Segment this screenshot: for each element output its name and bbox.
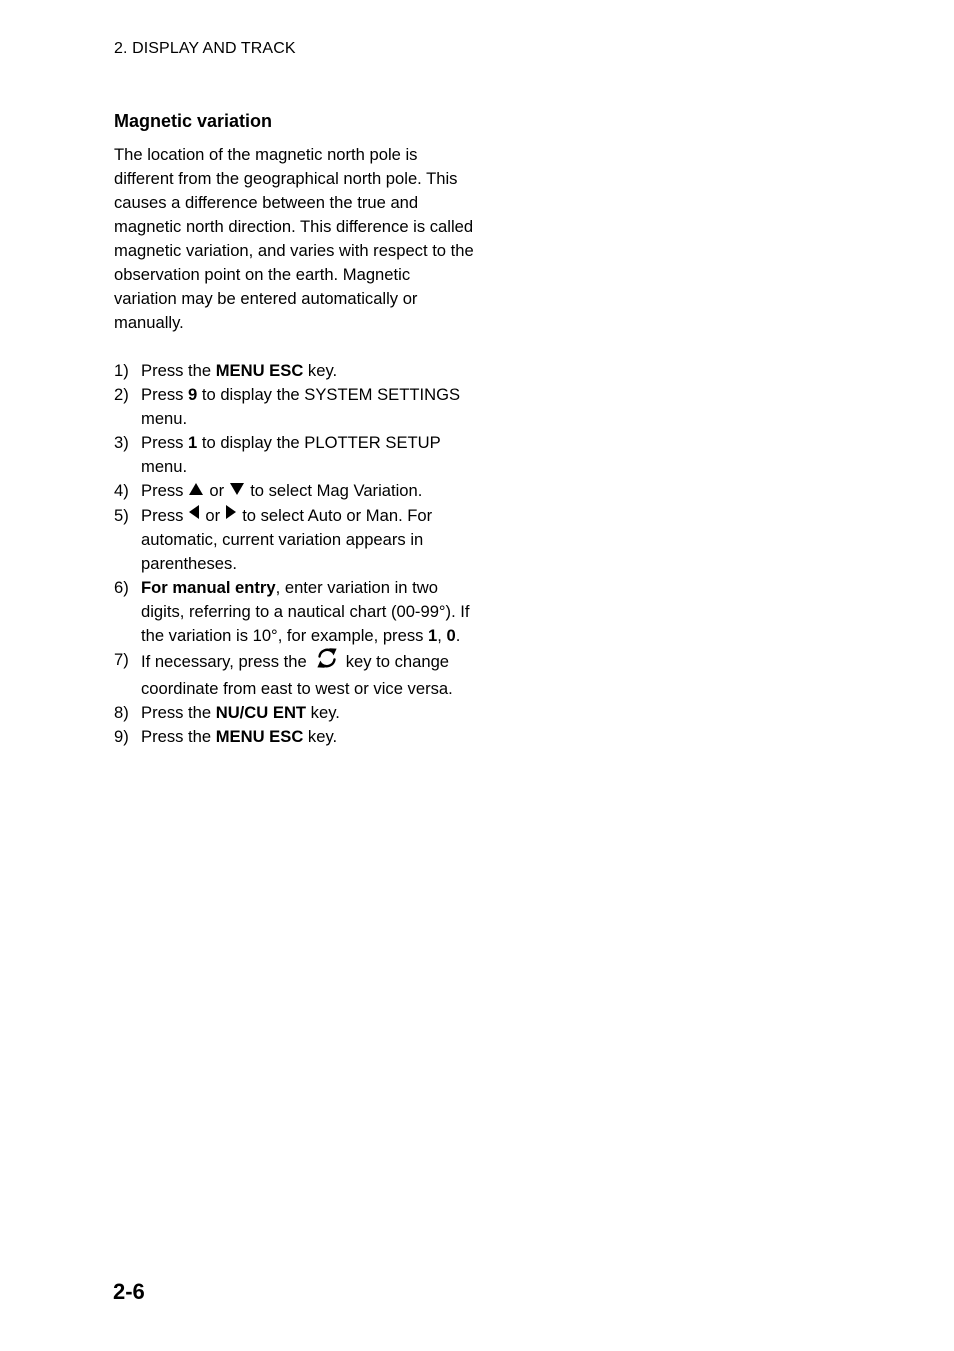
key-name-menu-esc: MENU ESC	[215, 727, 304, 747]
arrow-up-key-icon	[189, 478, 203, 502]
arrow-right-key-icon	[226, 502, 236, 526]
arrow-left-key-icon	[189, 502, 199, 526]
step-text: Press or to select Mag Variation.	[141, 479, 476, 504]
step-1	[114, 359, 476, 383]
step-6	[114, 576, 476, 648]
step-3	[114, 431, 476, 479]
step-8	[114, 701, 476, 725]
step-4	[114, 479, 476, 504]
step-number: 7)	[114, 650, 129, 670]
step-9	[114, 725, 476, 749]
running-header: 2. DISPLAY AND TRACK	[114, 40, 296, 57]
key-name-1: 1	[188, 433, 198, 452]
step-number: 9)	[114, 727, 129, 747]
page-number: 2-6	[113, 1279, 145, 1304]
section-title: Magnetic variation	[114, 111, 273, 131]
step-number: 5)	[114, 505, 129, 525]
key-name-0: 0	[446, 626, 456, 646]
step-text: For manual entry, enter variation in two digits, referring to a nautical chart (00-99°). If the variation is 10°, for example, press 1, 0.	[141, 578, 470, 646]
arrow-down-key-icon	[230, 478, 244, 502]
intro-text: The location of the magnetic north pole is different from the geographical north pole. This causes a difference between the true and magnetic north direction. This difference is called magnetic variation, and varies with respect to the observation point on the earth. Magnetic variation may be entered automatically or manually.	[114, 145, 474, 332]
step-text: If necessary, press the key to change coordinate from east to west or vice versa.	[141, 648, 476, 701]
manual-entry-label: For manual entry	[141, 578, 276, 598]
step-number: 3)	[114, 433, 129, 452]
step-text: Press 1 to display the PLOTTER SETUP menu.	[141, 433, 441, 476]
step-text: Press the NU/CU ENT key.	[141, 703, 340, 723]
step-2	[114, 383, 476, 431]
key-name-9: 9	[188, 385, 198, 404]
step-number: 2)	[114, 385, 129, 404]
rotate-arrows-key-icon	[315, 647, 339, 676]
key-name-nu-cu-ent: NU/CU ENT	[215, 703, 307, 723]
step-text: Press or to select Auto or Man. For automatic, current variation appears in parentheses.	[141, 504, 476, 577]
step-number: 1)	[114, 361, 129, 380]
step-number: 8)	[114, 703, 129, 723]
key-name-menu-esc: MENU ESC	[215, 361, 304, 380]
key-name-1: 1	[428, 626, 438, 646]
procedure-steps	[114, 359, 476, 749]
step-number: 4)	[114, 481, 129, 500]
step-number: 6)	[114, 578, 129, 598]
step-7	[114, 648, 476, 701]
step-text: Press the MENU ESC key.	[141, 727, 338, 747]
step-5	[114, 504, 476, 577]
intro-paragraph	[114, 143, 474, 335]
step-text: Press 9 to display the SYSTEM SETTINGS menu.	[141, 385, 461, 428]
step-text: Press the MENU ESC key.	[141, 361, 338, 380]
